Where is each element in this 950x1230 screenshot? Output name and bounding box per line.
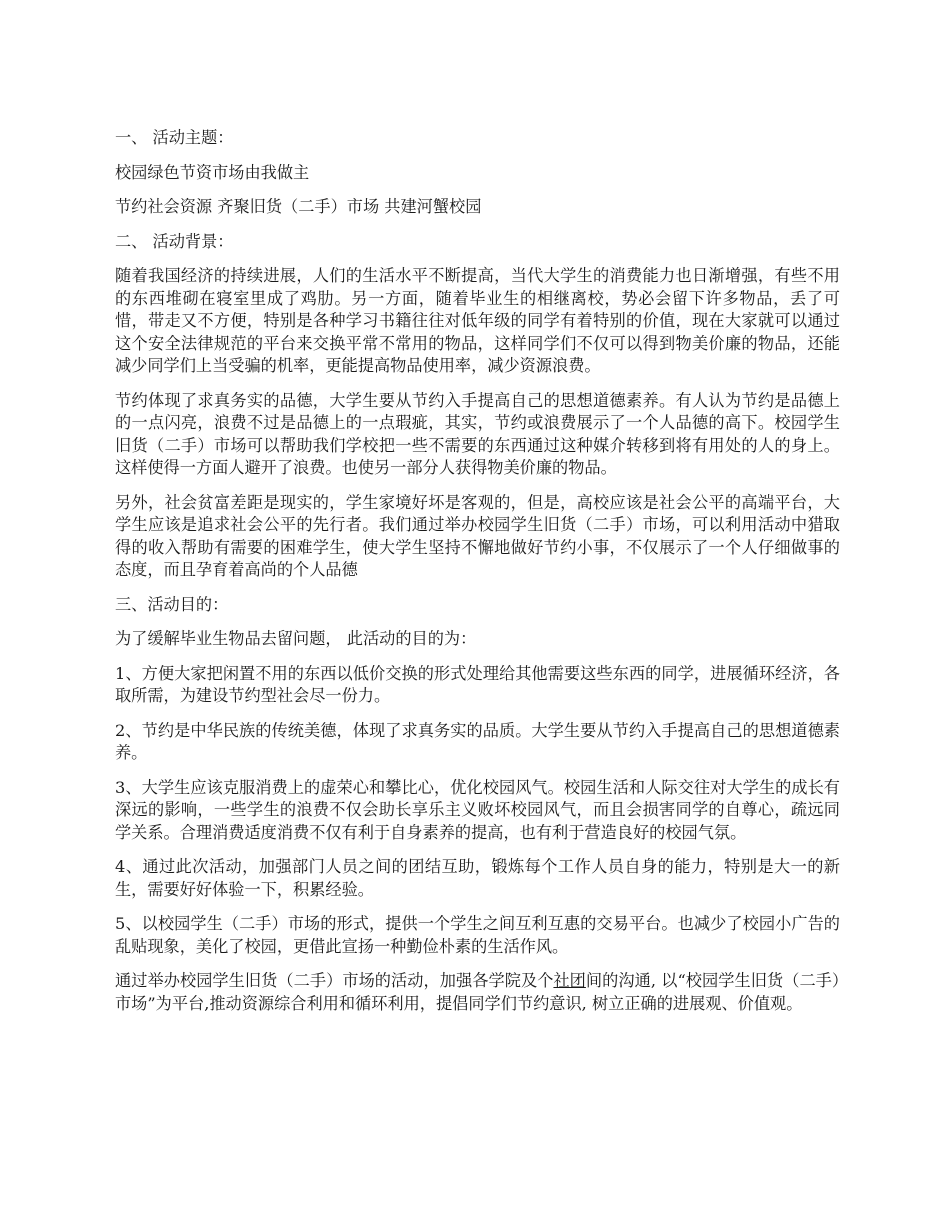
background-paragraph-2: 节约体现了求真务实的品德，大学生要从节约入手提高自己的思想道德素养。有人认为节约是品德上的一点闪亮，浪费不过是品德上的一点瑕疵，其实，节约或浪费展示了一个人品德的高下。校园学生旧货（二手）市场可以帮助我们学校把一些不需要的东西通过这种媒介转移到将有用处的人的身上。这样使得一方面人避开了浪费。也使另一部分人获得物美价廉的物品。: [115, 390, 840, 477]
closing-text-start: 通过举办校园学生旧货（二手）市场的活动，加强各学院及个: [115, 971, 554, 990]
club-link[interactable]: 社团: [553, 971, 586, 990]
purpose-intro: 为了缓解毕业生物品去留问题， 此活动的目的为：: [115, 629, 477, 648]
background-paragraph-1: 随着我国经济的持续进展，人们的生活水平不断提高，当代大学生的消费能力也日渐增强，有些不用的东西堆砌在寝室里成了鸡肋。另一方面，随着毕业生的相继离校，势必会留下许多物品，丢了可惜，带走又不方便，特别是各种学习书籍往往对低年级的同学有着特别的价值，现在大家就可以通过这个安全法律规范的平台来交换平常不常用的物品，这样同学们不仅可以得到物美价廉的物品，还能减少同学们上当受骗的机率，更能提高物品使用率，减少资源浪费。: [115, 266, 840, 375]
background-paragraph-3: 另外，社会贫富差距是现实的，学生家境好坏是客观的，但是，高校应该是社会公平的高端平台，大学生应该是追求社会公平的先行者。我们通过举办校园学生旧货（二手）市场，可以利用活动中猎取得的收入帮助有需要的困难学生，使大学生坚持不懈地做好节约小事，不仅展示了一个人仔细做事的态度，而且孕育着高尚的个人品德: [115, 492, 840, 579]
document-page: [115, 127, 840, 1027]
section-heading-theme: 一、 活动主题：: [115, 128, 234, 147]
closing-text-end: 间的沟通, 以“校园学生旧货（二手）市场”为平台,推动资源综合利用和循环利用，提倡同学们节约意识, 树立正确的进展观、价值观。: [115, 971, 841, 1013]
purpose-item-4: 4、通过此次活动，加强部门人员之间的团结互助，锻炼每个工作人员自身的能力，特别是大一的新生，需要好好体验一下，积累经验。: [115, 857, 840, 899]
theme-line-1: 校园绿色节资市场由我做主: [115, 162, 310, 182]
closing-paragraph: [115, 970, 840, 1015]
theme-line-2: 节约社会资源 齐聚旧货（二手）市场 共建河蟹校园: [115, 197, 482, 216]
purpose-item-2: 2、节约是中华民族的传统美德，体现了求真务实的品质。大学生要从节约入手提高自己的思想道德素养。: [115, 720, 840, 762]
purpose-item-3: 3、大学生应该克服消费上的虚荣心和攀比心，优化校园风气。校园生活和人际交往对大学生的成长有深远的影响，一些学生的浪费不仅会助长享乐主义败坏校园风气，而且会损害同学的自尊心，疏远同学关系。合理消费适度消费不仅有利于自身素养的提高，也有利于营造良好的校园气氛。: [115, 777, 840, 842]
purpose-item-5: 5、以校园学生（二手）市场的形式，提供一个学生之间互利互惠的交易平台。也减少了校园小广告的乱贴现象，美化了校园，更借此宣扬一种勤俭朴素的生活作风。: [115, 914, 840, 956]
section-heading-background: 二、 活动背景：: [115, 231, 234, 251]
section-heading-purpose: 三、活动目的：: [115, 594, 229, 614]
purpose-item-1: 1、方便大家把闲置不用的东西以低价交换的形式处理给其他需要这些东西的同学，进展循环经济，各取所需，为建设节约型社会尽一份力。: [115, 663, 840, 705]
